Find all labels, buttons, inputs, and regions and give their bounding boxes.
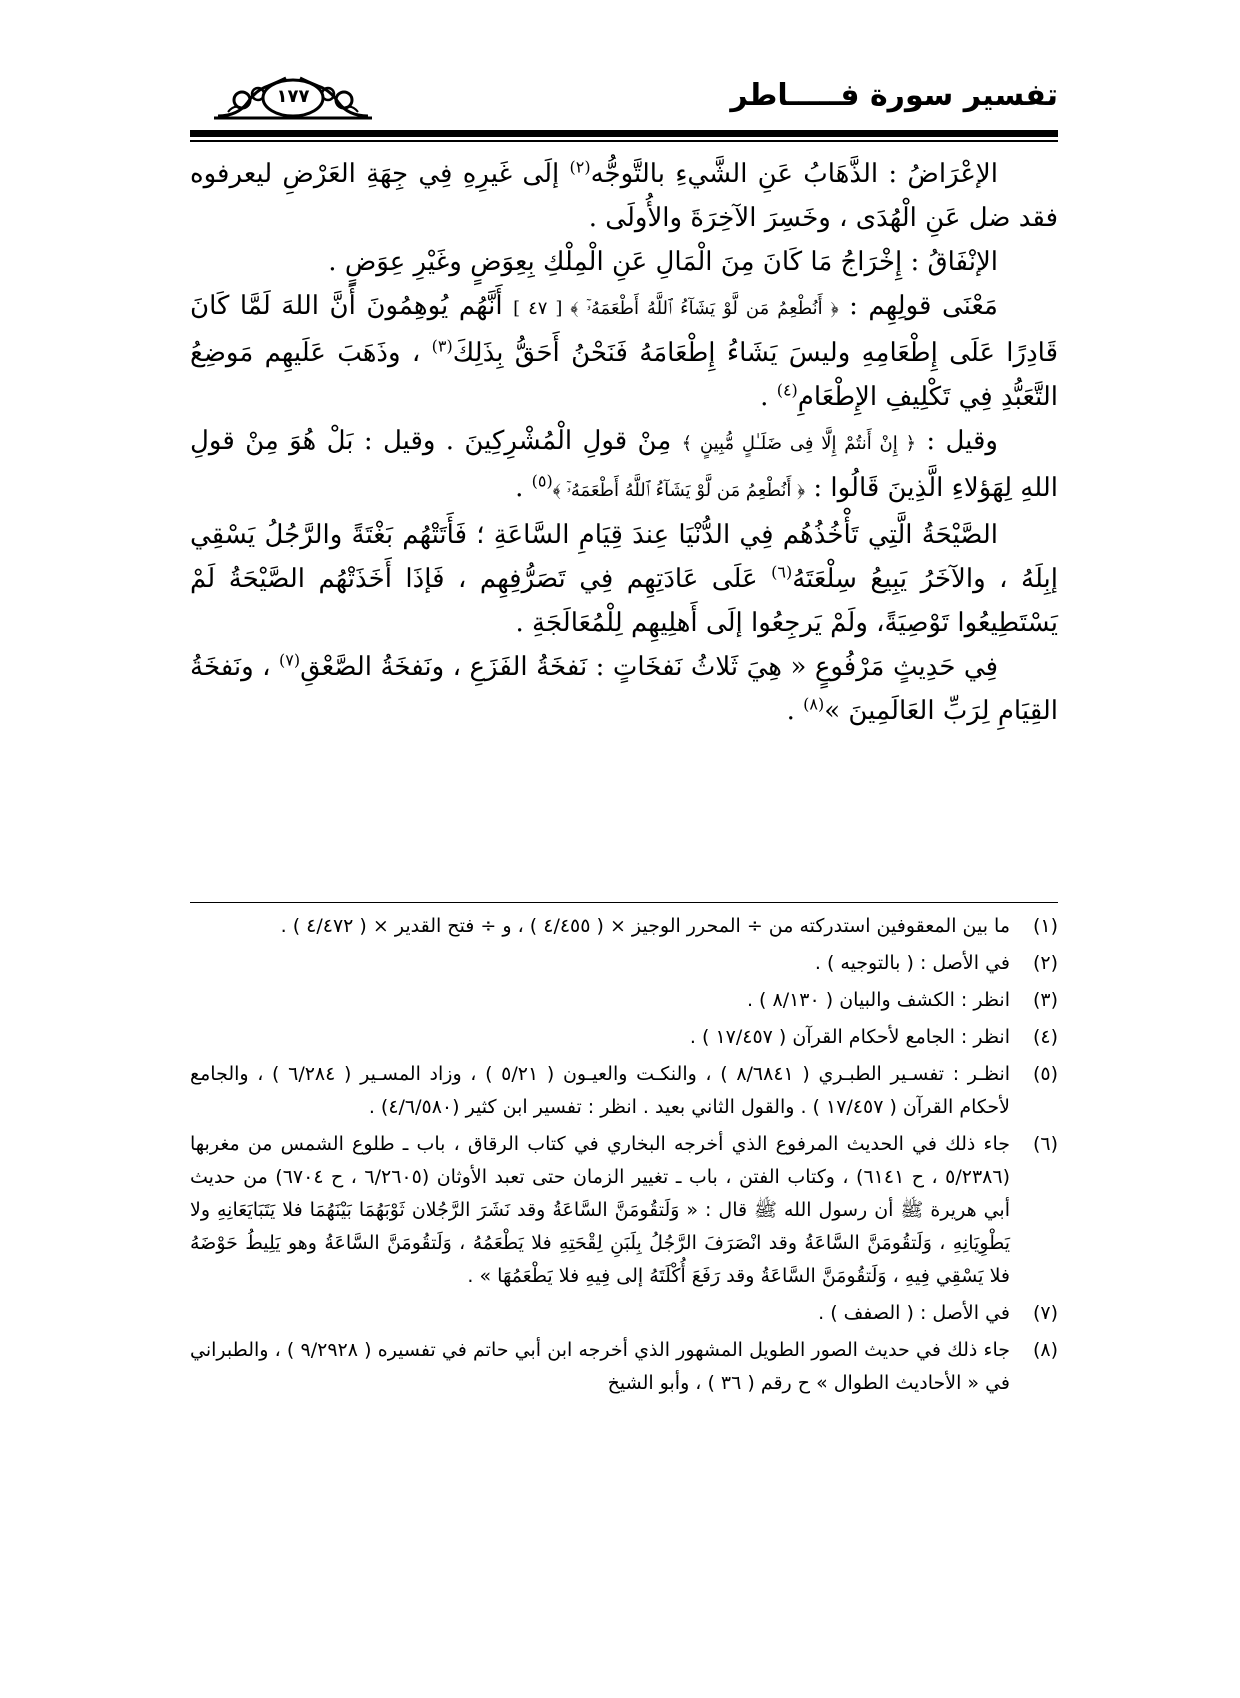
footnote-item: [190, 1128, 1058, 1293]
footnote-text: انظر : الجامع لأحكام القرآن ( ١٧/٤٥٧ ) .: [689, 1026, 1010, 1048]
running-title: تفسير سورة فـــــاطر: [730, 78, 1058, 113]
paragraph-6: فِي حَدِيثٍ مَرْفُوعٍ « هِيَ ثَلاثُ نَفخَاتٍ : نَفخَةُ الفَزَعِ ، ونَفخَةُ الصَّعْقِ$^{(٧)}$ ، ونَفخَةُ القِيَامِ لِرَبِّ العَالَمِينَ »$^{(٨)}$ .: [190, 650, 1058, 726]
footnote-ref: (٦): [771, 562, 793, 582]
footnote-text: في الأصل : ( بالتوجيه ) .: [814, 952, 1010, 974]
footnote-text: جاء ذلك في الحديث المرفوع الذي أخرجه البخاري في كتاب الرقاق ، باب ـ طلوع الشمس من مغربها (٥/٢٣٨٦ ، ح ٦١٤١) ، وكتاب الفتن ، باب ـ تغيير الزمان حتى تعبد الأوثان (٦/٢٦٠٥ ، ح ٦٧٠٤) من حديث أبي هريرة ﷺ أن رسول الله ﷺ قال : « وَلَتقُومَنَّ السَّاعَةُ وقد نَشَرَ الرَّجُلان ثَوْبَهُمَا بَيْنَهُمَا فلا يَتَبَايَعَانِهِ ولا يَطْوِيَانِهِ ، وَلَتقُومَنَّ السَّاعَةُ وقد انْصَرَفَ الرَّجُلُ بِلَبَنِ لِقْحَتِهِ فلا يَطْعَمُهُ ، وَلَتقُومَنَّ السَّاعَةُ وهو يَلِيطُ حَوْضَهُ فلا يَسْقِي فِيهِ ، وَلَتقُومَنَّ السَّاعَةُ وقد رَفَعَ أُكْلَتَهُ إلى فِيهِ فلا يَطْعَمُهَا » .: [190, 1133, 1011, 1287]
footnote-text: انظر : الكشف والبيان ( ٨/١٣٠ ) .: [746, 989, 1010, 1011]
footnote-item: [190, 1021, 1058, 1054]
footnote-ref: (٥): [531, 471, 553, 491]
page-number: ١٧٧: [276, 86, 310, 107]
footnote-ref: (٨): [803, 694, 825, 714]
footnote-number: (٦): [1032, 1133, 1058, 1155]
footnote-separator: [190, 902, 1058, 903]
footnote-ref: (٤): [776, 380, 798, 400]
paragraph-3: مَعْنَى قولِهِم : ﴿ أَنُطْعِمُ مَن لَّوْ يَشَآءُ ٱللَّهُ أَطْعَمَهُۥٓ ﴾ [ ٤٧ ] أَنَّهُم يُوهِمُونَ أَنَّ اللهَ لَمَّا كَانَ قَادِرًا عَلَى إِطْعَامِهِ وليسَ يَشَاءُ إِطْعَامَهُ فَنَحْنُ أَحَقُّ بِذَلِكَ$^{(٣)}$ ، وذَهَبَ عَلَيهِم مَوضِعُ التَّعَبُّدِ فِي تَكْلِيفِ الإِطْعَامِ$^{(٤)}$ .: [190, 291, 1058, 412]
footnote-number: (٢): [1032, 952, 1058, 974]
main-text: [190, 152, 1058, 733]
footnote-item: [190, 984, 1058, 1017]
paragraph-1: الإعْرَاضُ : الذَّهَابُ عَنِ الشَّيءِ بالتَّوجُّه$^{(٢)}$ إلَى غَيرِهِ فِي جِهَةِ العَرْضِ ليعرفوه فقد ضل عَنِ الْهُدَى ، وخَسِرَ الآخِرَةَ والأُولَى .: [190, 157, 1058, 233]
quran-quote: ﴿ إِنْ أَنتُمْ إِلَّا فِى ضَلَـٰلٍ مُّبِينٍ ﴾: [681, 433, 917, 454]
footnote-ref: (٢): [569, 157, 591, 177]
quran-quote: ﴿ أَنُطْعِمُ مَن لَّوْ يَشَآءُ ٱللَّهُ أَطْعَمَهُۥٓ ﴾: [552, 480, 806, 501]
paragraph-2: الإنْفَاقُ : إِخْرَاجُ مَا كَانَ مِنَ الْمَالِ عَنِ الْمِلْكِ بِعِوَضٍ وغَيْرِ عِوَضٍ .: [328, 247, 998, 277]
footnote-text: ما بين المعقوفين استدركته من ÷ المحرر الوجيز × ( ٤/٤٥٥ ) ، و ÷ فتح القدير × ( ٤/٤٧٢ ) .: [280, 915, 1010, 937]
footnote-item: [190, 1297, 1058, 1330]
footnote-text: جاء ذلك في حديث الصور الطويل المشهور الذي أخرجه ابن أبي حاتم في تفسيره ( ٩/٢٩٢٨ ) ، والطبراني في « الأحاديث الطوال » ح رقم ( ٣٦ ) ، وأبو الشيخ: [190, 1339, 1010, 1394]
footnote-item: [190, 1334, 1058, 1400]
footnote-text: انظـر : تفسـير الطبـري ( ٨/٦٨٤١ ) ، والنكـت والعيـون ( ٥/٢١ ) ، وزاد المسـير ( ٦/٢٨٤ ) ، والجامع لأحكام القرآن ( ١٧/٤٥٧ ) . والقول الثاني بعيد . انظر : تفسير ابن كثير (٤/٦/٥٨٠) .: [190, 1063, 1011, 1118]
footnote-number: (٨): [1032, 1339, 1058, 1361]
page-header: [190, 78, 1058, 130]
footnote-number: (١): [1032, 915, 1058, 937]
footnote-number: (٥): [1032, 1063, 1058, 1085]
footnote-ref: (٧): [279, 650, 301, 670]
header-rule-thin: [190, 140, 1058, 142]
footnote-text: في الأصل : ( الصفف ) .: [818, 1302, 1010, 1324]
footnote-number: (٧): [1032, 1302, 1058, 1324]
footnote-item: [190, 947, 1058, 980]
footnote-number: (٤): [1032, 1026, 1058, 1048]
quran-quote: ﴿ أَنُطْعِمُ مَن لَّوْ يَشَآءُ ٱللَّهُ أَطْعَمَهُۥٓ ﴾ [ ٤٧ ]: [513, 298, 839, 319]
footnote-item: [190, 1058, 1058, 1124]
footnote-ref: (٣): [431, 336, 453, 356]
footnotes: [190, 910, 1058, 1404]
header-rule: [190, 130, 1058, 137]
paragraph-5: الصَّيْحَةُ الَّتِي تَأْخُذُهُم فِي الدُّنْيَا عِندَ قِيَامِ السَّاعَةِ ؛ فَأَتَتْهُم بَغْتَةً والرَّجُلُ يَسْقِي إبِلَهُ ، والآخَرُ يَبِيعُ سِلْعَتَهُ$^{(٦)}$ عَلَى عَادَتِهِم فِي تَصَرُّفِهِم ، فَإذَا أَخَذَتْهُم الصَّيْحَةُ لَمْ يَسْتَطِيعُوا تَوْصِيَةً، ولَمْ يَرجِعُوا إلَى أَهلِيهِم لِلْمُعَالَجَةِ .: [190, 520, 1059, 638]
paragraph-4: وقيل : ﴿ إِنْ أَنتُمْ إِلَّا فِى ضَلَـٰلٍ مُّبِينٍ ﴾ مِنْ قولِ الْمُشْرِكِينَ . وقيل : بَلْ هُوَ مِنْ قولِ اللهِ لِهَؤلاءِ الَّذِينَ قَالُوا : ﴿ أَنُطْعِمُ مَن لَّوْ يَشَآءُ ٱللَّهُ أَطْعَمَهُۥٓ ﴾$^{(٥)}$ .: [190, 426, 1058, 503]
page-number-ornament: [208, 72, 378, 122]
footnote-number: (٣): [1032, 989, 1058, 1011]
footnote-item: [190, 910, 1058, 943]
